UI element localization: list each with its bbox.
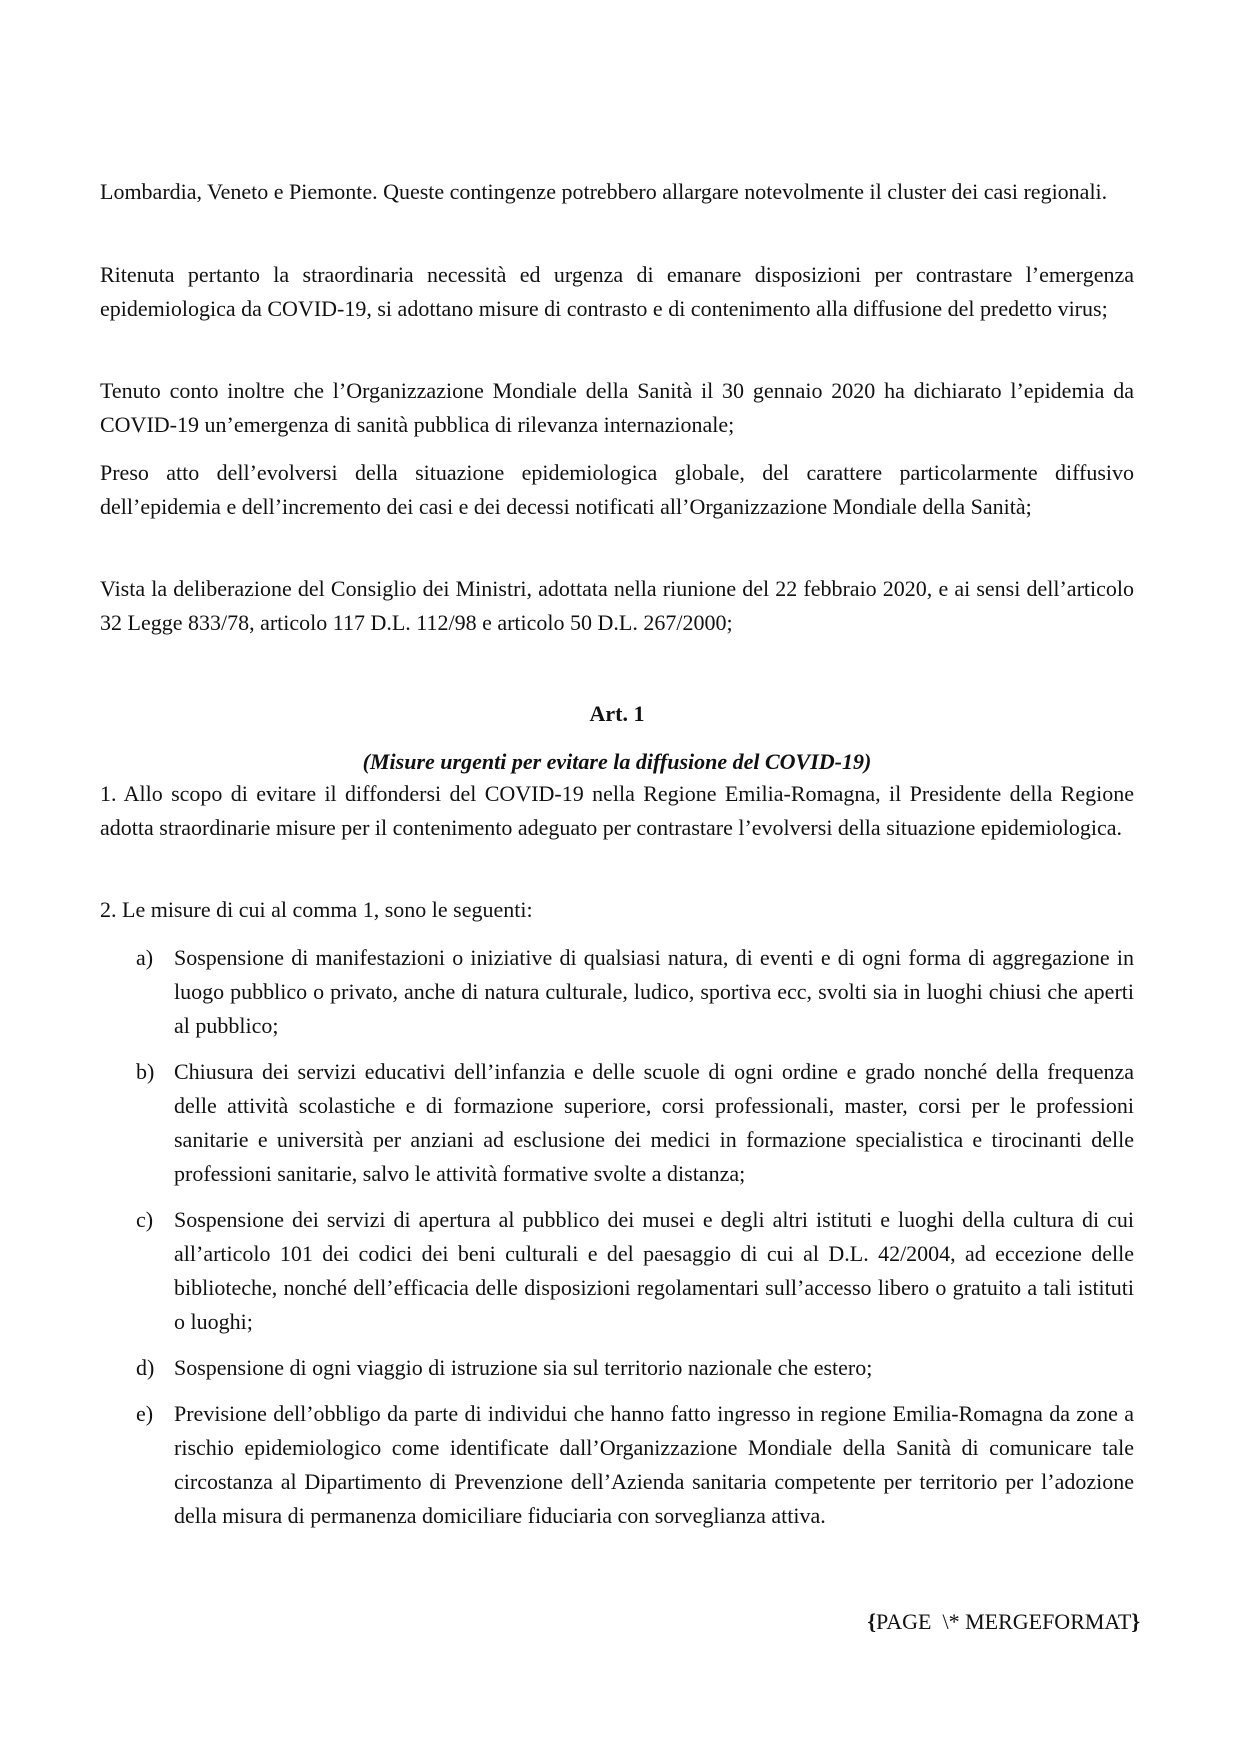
list-item-text: Chiusura dei servizi educativi dell’infanzia e delle scuole di ogni ordine e grado nonché della frequenza delle attività scolastiche e di formazione superiore, corsi professionali, master, corsi per le professioni sanitarie e università per anziani ad esclusione dei medici in formazione specialistica e tirocinanti delle professioni sanitarie, salvo le attività formative svolte a distanza; (174, 1059, 1134, 1186)
list-item (100, 1055, 1134, 1191)
comma-1: 1. Allo scopo di evitare il diffondersi del COVID-19 nella Regione Emilia-Romagna, il Presidente della Regione adotta straordinarie misure per il contenimento adeguato per contrastare l’evolversi della situazione epidemiologica. (100, 781, 1134, 840)
list-item (100, 1351, 1134, 1385)
field-close-brace: } (1131, 1609, 1140, 1634)
article-subtitle: (Misure urgenti per evitare la diffusione del COVID-19) (362, 749, 872, 774)
article-title: Art. 1 (589, 701, 645, 726)
paragraph-who-declaration: Tenuto conto inoltre che l’Organizzazione Mondiale della Sanità il 30 gennaio 2020 ha dichiarato l’epidemia da COVID-19 un’emergenza di sanità pubblica di rilevanza internazionale; (100, 378, 1134, 437)
paragraph-council-deliberation: Vista la deliberazione del Consiglio dei Ministri, adottata nella riunione del 22 febbraio 2020, e ai sensi dell’articolo 32 Legge 833/78, articolo 117 D.L. 112/98 e articolo 50 D.L. 267/2000; (100, 576, 1134, 635)
field-open-brace: { (867, 1609, 877, 1634)
list-item-text: Sospensione di manifestazioni o iniziative di qualsiasi natura, di eventi e di ogni forma di aggregazione in luogo pubblico o privato, anche di natura culturale, ludico, sportiva ecc, svolti sia in luoghi chiusi che aperti al pubblico; (174, 945, 1134, 1038)
page-number-field (820, 1605, 1140, 1639)
list-item (100, 1397, 1134, 1533)
paragraph-regions-cluster: Lombardia, Veneto e Piemonte. Queste contingenze potrebbero allargare notevolmente il cluster dei casi regionali. (100, 179, 1108, 204)
field-code-text: PAGE \* MERGEFORMAT (876, 1609, 1132, 1634)
list-item-text: Previsione dell’obbligo da parte di individui che hanno fatto ingresso in regione Emilia-Romagna da zone a rischio epidemiologico come identificate dall’Organizzazione Mondiale della Sanità di comunicare tale circostanza al Dipartimento di Prevenzione dell’Azienda sanitaria competente per territorio per l’adozione della misura di permanenza domiciliare fiduciaria con sorveglianza attiva. (174, 1401, 1134, 1528)
list-marker: c) (136, 1207, 154, 1232)
list-marker: e) (136, 1401, 154, 1426)
list-item-text: Sospensione di ogni viaggio di istruzione sia sul territorio nazionale che estero; (174, 1355, 873, 1380)
paragraph-global-situation: Preso atto dell’evolversi della situazione epidemiologica globale, del carattere particolarmente diffusivo dell’epidemia e dell’incremento dei casi e dei decessi notificati all’Organizzazione Mondiale della Sanità; (100, 460, 1134, 519)
comma-2: 2. Le misure di cui al comma 1, sono le seguenti: (100, 897, 533, 922)
list-item (100, 1203, 1134, 1339)
list-marker: b) (136, 1059, 155, 1084)
paragraph-urgency: Ritenuta pertanto la straordinaria necessità ed urgenza di emanare disposizioni per contrastare l’emergenza epidemiologica da COVID-19, si adottano misure di contrasto e di contenimento alla diffusione del predetto virus; (100, 262, 1134, 321)
list-marker: a) (136, 945, 154, 970)
list-item-text: Sospensione dei servizi di apertura al pubblico dei musei e degli altri istituti e luoghi della cultura di cui all’articolo 101 dei codici dei beni culturali e del paesaggio di cui al D.L. 42/2004, ad eccezione delle biblioteche, nonché dell’efficacia delle disposizioni regolamentari sull’accesso libero o gratuito a tali istituti o luoghi; (174, 1207, 1134, 1334)
list-item (100, 941, 1134, 1043)
list-marker: d) (136, 1355, 155, 1380)
measures-list (100, 941, 1134, 1545)
